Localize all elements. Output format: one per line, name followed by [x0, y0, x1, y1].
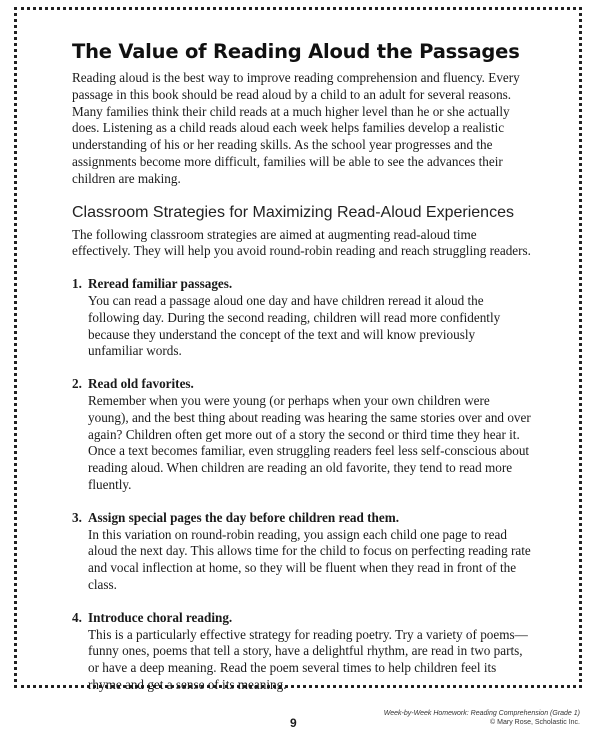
strategy-number: 4.	[72, 609, 82, 625]
strategy-number: 2.	[72, 376, 82, 392]
strategy-list	[72, 276, 532, 694]
strategy-number: 1.	[72, 276, 82, 292]
page-number: 9	[290, 716, 297, 730]
strategy-number: 3.	[72, 509, 82, 525]
strategy-text: This is a particularly effective strategy for reading poetry. Try a variety of poems—funny ones, poems that tell a story, have a delightful rhythm, are read in two parts, or have a deep meaning. Read the poem several times to help children feel its rhyme and get a sense of its meaning.	[88, 626, 528, 692]
strategy-item	[72, 276, 532, 360]
strategy-title: Read old favorites.	[88, 376, 194, 392]
strategy-title: Introduce choral reading.	[88, 609, 233, 625]
page-content	[72, 38, 532, 694]
strategy-item	[72, 376, 532, 494]
strategy-title: Reread familiar passages.	[88, 276, 233, 292]
section-heading: Classroom Strategies for Maximizing Read-Aloud Experiences	[72, 203, 514, 221]
section-intro: The following classroom strategies are aimed at augmenting read-aloud time effectively. They will help you avoid round-robin reading and reach struggling readers.	[72, 226, 531, 259]
strategy-title: Assign special pages the day before children read them.	[88, 509, 400, 525]
series-title: Week-by-Week Homework: Reading Comprehension (Grade 1)	[383, 710, 580, 717]
strategy-item	[72, 510, 532, 594]
strategy-text: Remember when you were young (or perhaps when your own children were young), and the best thing about reading was hearing the same stories over and over again? Children often get more out of a story the second or third time they hear it. Once a text becomes familiar, even struggling readers feel less self-conscious about reading aloud. When children are reading an old favorite, they tend to read more fluently.	[88, 392, 531, 492]
strategy-text: You can read a passage aloud one day and have children reread it aloud the following day. During the second reading, children will read more confidently because they understand the concept of the text and will know previously unfamiliar words.	[88, 292, 501, 359]
footer-credit	[384, 709, 580, 727]
intro-paragraph: Reading aloud is the best way to improve reading comprehension and fluency. Every passage in this book should be read aloud by a child to an adult for several reasons. Many families think their child reads at a much higher level than he or she actually does. Listening as a child reads aloud each week helps families develop a realistic understanding of his or her reading skills. As the school year progresses and the assignments become more difficult, families will be able to see the advances their children are making.	[72, 70, 520, 186]
page-title: The Value of Reading Aloud the Passages	[72, 40, 520, 63]
copyright-line: © Mary Rose, Scholastic Inc.	[490, 719, 580, 726]
strategy-text: In this variation on round-robin reading, you assign each child one page to read aloud the next day. This allows time for the child to focus on perfecting reading rate and vocal inflection at home, so they will be fluent when they read in front of the class.	[88, 526, 531, 592]
strategy-item	[72, 610, 532, 694]
